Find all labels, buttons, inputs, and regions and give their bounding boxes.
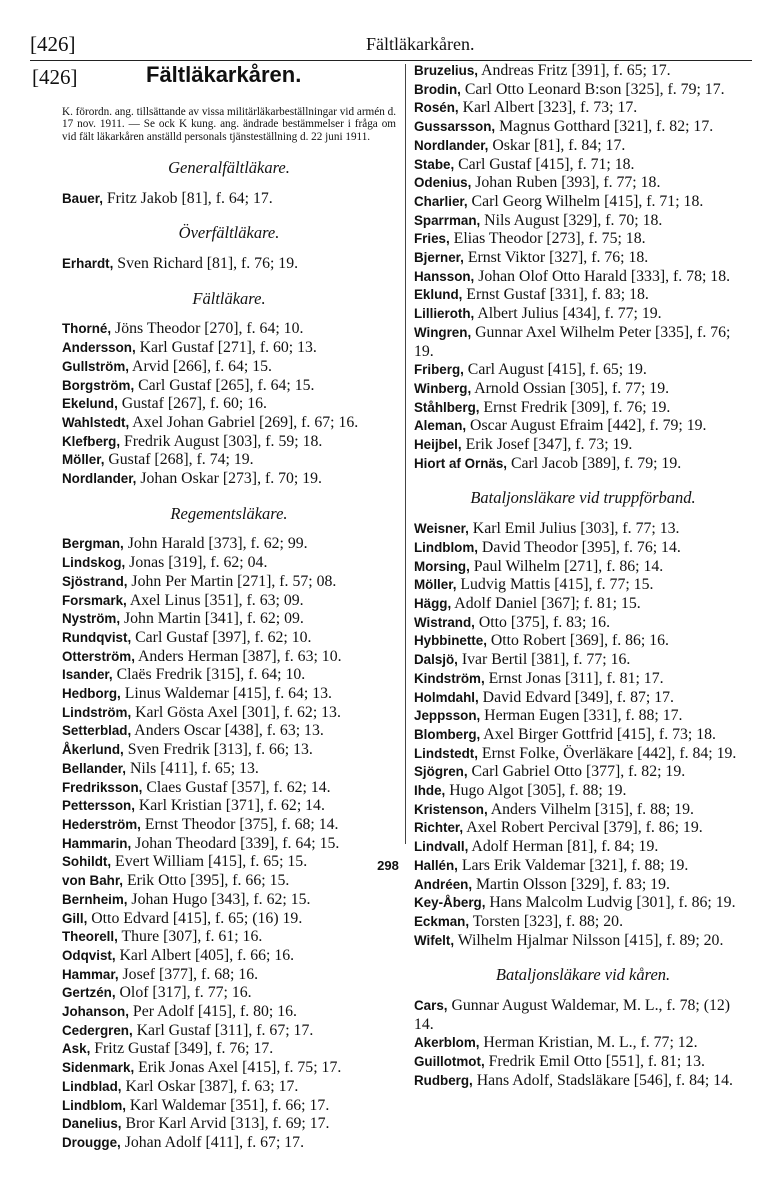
entry-details: Karl Albert [405], f. 66; 16. bbox=[115, 946, 295, 964]
entry-details: Ernst Jonas [311], f. 81; 17. bbox=[484, 669, 664, 687]
entry-surname: Stabe, bbox=[414, 156, 455, 172]
entry-surname: Lindström, bbox=[62, 704, 132, 720]
entry-surname: Morsing, bbox=[414, 558, 470, 574]
entry-details: Martin Olsson [329], f. 83; 19. bbox=[472, 875, 670, 893]
list-entry bbox=[414, 745, 752, 764]
entry-details: Torsten [323], f. 88; 20. bbox=[469, 912, 624, 930]
section-number: [426] bbox=[32, 65, 78, 89]
section-title: Fältläkarkåren. bbox=[146, 62, 302, 87]
entry-surname: Lindblom, bbox=[414, 539, 478, 555]
entry-details: Erik Josef [347], f. 73; 19. bbox=[461, 436, 633, 454]
list-entry bbox=[414, 576, 752, 595]
entry-details: Ludvig Mattis [415], f. 77; 15. bbox=[456, 576, 654, 594]
entry-surname: Nordlander, bbox=[62, 471, 137, 487]
entry-surname: Borgström, bbox=[62, 377, 135, 393]
entry-details: Ivar Bertil [381], f. 77; 16. bbox=[457, 651, 631, 669]
list-entry bbox=[414, 380, 752, 399]
entry-surname: Brodin, bbox=[414, 81, 461, 97]
list-entry bbox=[62, 190, 396, 209]
list-entry bbox=[62, 610, 396, 629]
entry-details: Adolf Daniel [367]; f. 81; 15. bbox=[451, 594, 641, 612]
list-entry bbox=[414, 268, 752, 287]
entry-details: Carl Gustaf [397], f. 62; 10. bbox=[131, 628, 312, 646]
entry-surname: Hansson, bbox=[414, 268, 475, 284]
entry-surname: Erhardt, bbox=[62, 256, 114, 271]
list-entry bbox=[414, 361, 752, 380]
entry-details: Johan Adolf [411], f. 67; 17. bbox=[120, 1133, 305, 1151]
list-entry bbox=[62, 797, 396, 816]
entry-details: Gunnar Axel Wilhelm Peter [335], f. 76; 19. bbox=[414, 323, 731, 360]
list-entry bbox=[414, 436, 752, 455]
right-column bbox=[414, 62, 752, 1091]
heading-generalfaltlakare: Generalfältläkare. bbox=[168, 157, 290, 177]
list-entry bbox=[414, 894, 752, 913]
list-entry bbox=[414, 838, 752, 857]
list-entry bbox=[62, 666, 396, 685]
list-entry bbox=[62, 535, 396, 554]
entry-surname: Odenius, bbox=[414, 175, 472, 191]
entry-surname: Gertzén, bbox=[62, 985, 116, 1001]
list-entry bbox=[62, 910, 396, 929]
entry-details: Jonas [319], f. 62; 04. bbox=[125, 554, 268, 572]
entry-surname: Key-Åberg, bbox=[414, 895, 486, 911]
entry-details: Sven Fredrik [313], f. 66; 13. bbox=[123, 741, 313, 759]
list-entry bbox=[414, 1072, 752, 1091]
entry-surname: Wifelt, bbox=[414, 932, 455, 948]
entry-surname: Otterström, bbox=[62, 648, 135, 664]
entry-surname: Hederström, bbox=[62, 816, 141, 832]
entry-surname: Lillieroth, bbox=[414, 306, 475, 322]
list-entry bbox=[414, 137, 752, 156]
entry-details: Carl Gustaf [415], f. 71; 18. bbox=[454, 155, 635, 173]
entry-details: Carl Jacob [389], f. 79; 19. bbox=[507, 454, 682, 472]
entry-surname: Hägg, bbox=[414, 595, 452, 611]
entry-surname: Sidenmark, bbox=[62, 1060, 135, 1076]
entry-details: Axel Birger Gottfrid [415], f. 73; 18. bbox=[480, 725, 716, 743]
entry-surname: Sohildt, bbox=[62, 854, 112, 870]
entry-details: Ernst Viktor [327], f. 76; 18. bbox=[463, 249, 649, 267]
entry-surname: Charlier, bbox=[414, 193, 468, 209]
entry-surname: Hiort af Ornäs, bbox=[414, 455, 508, 471]
list-faltlakare bbox=[62, 320, 396, 488]
list-entry bbox=[62, 358, 396, 377]
entry-details: Claës Fredrik [315], f. 64; 10. bbox=[112, 666, 306, 684]
entry-details: Olof [317], f. 77; 16. bbox=[115, 984, 252, 1002]
entry-details: Karl Oskar [387], f. 63; 17. bbox=[121, 1077, 299, 1095]
entry-details: Paul Wilhelm [271], f. 86; 14. bbox=[469, 557, 664, 575]
entry-surname: Nordlander, bbox=[414, 137, 489, 153]
list-entry bbox=[414, 997, 752, 1034]
entry-surname: Blomberg, bbox=[414, 726, 481, 742]
entry-surname: Nyström, bbox=[62, 611, 121, 627]
entry-details: Axel Johan Gabriel [269], f. 67; 16. bbox=[129, 413, 359, 431]
entry-details: Otto Edvard [415], f. 65; (16) 19. bbox=[87, 909, 303, 927]
list-entry bbox=[62, 741, 396, 760]
list-entry bbox=[414, 249, 752, 268]
list-continued bbox=[414, 62, 752, 473]
entry-details: Karl Gustaf [311], f. 67; 17. bbox=[132, 1021, 314, 1039]
entry-details: Elias Theodor [273], f. 75; 18. bbox=[449, 230, 646, 248]
entry-surname: Wistrand, bbox=[414, 614, 475, 630]
list-entry bbox=[414, 1053, 752, 1072]
list-entry bbox=[414, 763, 752, 782]
entry-surname: Bernheim, bbox=[62, 891, 128, 907]
entry-details: Johan Hugo [343], f. 62; 15. bbox=[127, 890, 311, 908]
entry-details: Johan Oskar [273], f. 70; 19. bbox=[136, 470, 323, 488]
list-entry bbox=[414, 801, 752, 820]
entry-surname: Bruzelius, bbox=[414, 63, 478, 78]
list-entry bbox=[414, 670, 752, 689]
list-entry bbox=[62, 377, 396, 396]
list-entry bbox=[62, 320, 396, 339]
entry-surname: Theorell, bbox=[62, 929, 118, 945]
entry-surname: Lindstedt, bbox=[414, 745, 478, 761]
list-entry bbox=[414, 632, 752, 651]
list-entry bbox=[414, 707, 752, 726]
list-entry bbox=[62, 872, 396, 891]
entry-details: Hans Adolf, Stadsläkare [546], f. 84; 14. bbox=[472, 1071, 733, 1089]
entry-surname: Kristenson, bbox=[414, 801, 488, 817]
list-entry bbox=[62, 1078, 396, 1097]
list-entry bbox=[62, 554, 396, 573]
entry-surname: Andréen, bbox=[414, 876, 473, 892]
entry-details: Otto Robert [369], f. 86; 16. bbox=[486, 632, 670, 650]
entry-details: Johan Theodard [339], f. 64; 15. bbox=[131, 834, 340, 852]
entry-surname: Ekelund, bbox=[62, 396, 118, 412]
entry-surname: Hallén, bbox=[414, 857, 458, 873]
entry-surname: Guillotmot, bbox=[414, 1054, 485, 1070]
entry-surname: Gussarsson, bbox=[414, 119, 496, 135]
entry-surname: Forsmark, bbox=[62, 592, 127, 608]
entry-surname: Friberg, bbox=[414, 362, 464, 378]
entry-surname: Gill, bbox=[62, 910, 88, 926]
list-entry bbox=[414, 193, 752, 212]
page-header bbox=[30, 32, 752, 60]
list-entry bbox=[414, 689, 752, 708]
entry-surname: Akerblom, bbox=[414, 1035, 480, 1051]
entry-surname: Fredriksson, bbox=[62, 779, 143, 795]
entry-surname: Aleman, bbox=[414, 418, 467, 434]
entry-surname: von Bahr, bbox=[62, 873, 124, 889]
entry-surname: Richter, bbox=[414, 820, 464, 836]
running-title: Fältläkarkåren. bbox=[366, 34, 475, 54]
entry-surname: Johanson, bbox=[62, 1004, 129, 1020]
entry-details: Lars Erik Valdemar [321], f. 88; 19. bbox=[457, 856, 689, 874]
list-entry bbox=[414, 876, 752, 895]
entry-surname: Klefberg, bbox=[62, 433, 121, 449]
entry-details: John Martin [341], f. 62; 09. bbox=[120, 610, 304, 628]
list-entry bbox=[414, 156, 752, 175]
list-bataljon-trupp bbox=[414, 520, 752, 950]
list-entry bbox=[414, 305, 752, 324]
list-entry bbox=[62, 1059, 396, 1078]
entry-details: Johan Olof Otto Harald [333], f. 78; 18. bbox=[474, 267, 731, 285]
list-regementslakare bbox=[62, 535, 396, 1152]
entry-surname: Heijbel, bbox=[414, 437, 462, 453]
entry-surname: Wingren, bbox=[414, 324, 472, 340]
list-entry bbox=[62, 1097, 396, 1116]
entry-details: Andreas Fritz [391], f. 65; 17. bbox=[478, 62, 671, 79]
entry-details: Gustaf [268], f. 74; 19. bbox=[104, 451, 254, 469]
list-entry bbox=[414, 539, 752, 558]
heading-bataljon-trupp: Bataljonsläkare vid truppförband. bbox=[470, 488, 696, 508]
list-entry bbox=[414, 651, 752, 670]
entry-details: Erik Jonas Axel [415], f. 75; 17. bbox=[134, 1059, 342, 1077]
entry-surname: Wahlstedt, bbox=[62, 414, 130, 430]
heading-faltlakare: Fältläkare. bbox=[192, 288, 266, 308]
list-entry bbox=[62, 255, 396, 274]
list-entry bbox=[62, 835, 396, 854]
entry-details: Herman Kristian, M. L., f. 77; 12. bbox=[479, 1034, 698, 1052]
entry-details: Arnold Ossian [305], f. 77; 19. bbox=[471, 379, 670, 397]
entry-surname: Holmdahl, bbox=[414, 689, 479, 705]
list-entry bbox=[62, 1003, 396, 1022]
entry-details: Karl Waldemar [351], f. 66; 17. bbox=[125, 1096, 330, 1114]
entry-surname: Hybbinette, bbox=[414, 633, 487, 649]
entry-details: Jöns Theodor [270], f. 64; 10. bbox=[111, 320, 304, 338]
entry-details: Claes Gustaf [357], f. 62; 14. bbox=[142, 778, 331, 796]
list-entry bbox=[62, 592, 396, 611]
entry-surname: Hammar, bbox=[62, 966, 119, 982]
entry-details: Nils [411], f. 65; 13. bbox=[126, 759, 259, 777]
entry-details: Carl Georg Wilhelm [415], f. 71; 18. bbox=[467, 192, 704, 210]
section-title-row bbox=[32, 62, 396, 102]
entry-details: Arvid [266], f. 64; 15. bbox=[128, 357, 273, 375]
entry-details: Karl Albert [323], f. 73; 17. bbox=[458, 99, 638, 117]
entry-surname: Rudberg, bbox=[414, 1072, 473, 1088]
entry-details: Ernst Gustaf [331], f. 83; 18. bbox=[462, 286, 649, 304]
entry-details: Ernst Theodor [375], f. 68; 14. bbox=[140, 815, 339, 833]
entry-surname: Lindskog, bbox=[62, 555, 126, 571]
entry-details: Erik Otto [395], f. 66; 15. bbox=[123, 872, 290, 890]
entry-surname: Eklund, bbox=[414, 287, 463, 303]
entry-surname: Isander, bbox=[62, 667, 113, 683]
list-entry bbox=[62, 928, 396, 947]
entry-details: Adolf Herman [81], f. 84; 19. bbox=[468, 838, 659, 856]
list-entry bbox=[414, 286, 752, 305]
entry-details: Axel Linus [351], f. 63; 09. bbox=[126, 591, 304, 609]
entry-details: Johan Ruben [393], f. 77; 18. bbox=[471, 174, 661, 192]
list-entry bbox=[414, 558, 752, 577]
entry-surname: Möller, bbox=[62, 452, 105, 468]
list-bataljon-karen bbox=[414, 997, 752, 1091]
entry-surname: Lindblad, bbox=[62, 1078, 122, 1094]
list-entry bbox=[62, 433, 396, 452]
entry-details: Oskar [81], f. 84; 17. bbox=[488, 136, 626, 154]
entry-details: Anders Vilhelm [315], f. 88; 19. bbox=[487, 800, 694, 818]
page-number: 298 bbox=[377, 858, 399, 873]
entry-surname: Lindvall, bbox=[414, 839, 469, 855]
entry-surname: Drougge, bbox=[62, 1134, 121, 1150]
list-entry bbox=[62, 722, 396, 741]
list-entry bbox=[414, 99, 752, 118]
entry-details: Hans Malcolm Ludvig [301], f. 86; 19. bbox=[485, 894, 736, 912]
list-entry bbox=[414, 913, 752, 932]
list-entry bbox=[414, 81, 752, 100]
entry-surname: Bauer, bbox=[62, 190, 103, 206]
entry-surname: Bergman, bbox=[62, 536, 124, 552]
entry-surname: Bellander, bbox=[62, 760, 127, 776]
entry-surname: Setterblad, bbox=[62, 723, 132, 739]
list-overfaltlakare bbox=[62, 255, 396, 274]
list-entry bbox=[414, 455, 752, 474]
entry-surname: Weisner, bbox=[414, 521, 469, 537]
entry-surname: Thorné, bbox=[62, 321, 112, 337]
entry-surname: Pettersson, bbox=[62, 798, 135, 814]
list-entry bbox=[62, 891, 396, 910]
entry-surname: Andersson, bbox=[62, 340, 136, 356]
list-entry bbox=[414, 932, 752, 951]
entry-surname: Dalsjö, bbox=[414, 652, 458, 668]
list-entry bbox=[62, 816, 396, 835]
entry-surname: Rosén, bbox=[414, 100, 459, 116]
entry-details: Sven Richard [81], f. 76; 19. bbox=[113, 255, 299, 272]
list-entry bbox=[62, 760, 396, 779]
entry-details: Per Adolf [415], f. 80; 16. bbox=[128, 1003, 298, 1021]
entry-details: Herman Eugen [331], f. 88; 17. bbox=[480, 707, 683, 725]
entry-details: Gustaf [267], f. 60; 16. bbox=[117, 395, 267, 413]
list-entry bbox=[414, 819, 752, 838]
list-entry bbox=[62, 648, 396, 667]
entry-surname: Cedergren, bbox=[62, 1022, 133, 1038]
entry-details: Oscar August Efraim [442], f. 79; 19. bbox=[466, 417, 707, 435]
entry-details: John Per Martin [271], f. 57; 08. bbox=[127, 572, 337, 590]
entry-details: Carl Gustaf [265], f. 64; 15. bbox=[134, 376, 315, 394]
list-entry bbox=[62, 1115, 396, 1134]
entry-details: Axel Robert Percival [379], f. 86; 19. bbox=[463, 819, 703, 837]
left-column bbox=[32, 62, 396, 1153]
entry-details: Wilhelm Hjalmar Nilsson [415], f. 89; 20. bbox=[454, 931, 724, 949]
entry-details: Carl August [415], f. 65; 19. bbox=[463, 361, 647, 379]
entry-surname: Odqvist, bbox=[62, 947, 116, 963]
entry-details: Nils August [329], f. 70; 18. bbox=[480, 211, 663, 229]
entry-surname: Hedborg, bbox=[62, 686, 121, 702]
heading-regementslakare: Regementsläkare. bbox=[170, 503, 288, 523]
list-entry bbox=[62, 947, 396, 966]
entry-details: Albert Julius [434], f. 77; 19. bbox=[474, 305, 662, 323]
entry-surname: Eckman, bbox=[414, 913, 470, 929]
entry-details: Karl Gösta Axel [301], f. 62; 13. bbox=[131, 703, 341, 721]
list-entry bbox=[62, 704, 396, 723]
entry-details: Fritz Jakob [81], f. 64; 17. bbox=[102, 189, 273, 207]
list-entry bbox=[414, 726, 752, 745]
list-entry bbox=[62, 984, 396, 1003]
entry-surname: Jeppsson, bbox=[414, 708, 481, 724]
list-entry bbox=[62, 1022, 396, 1041]
entry-surname: Danelius, bbox=[62, 1116, 122, 1132]
list-entry bbox=[62, 451, 396, 470]
list-entry bbox=[62, 966, 396, 985]
entry-surname: Ihde, bbox=[414, 783, 446, 799]
list-entry bbox=[414, 520, 752, 539]
list-entry bbox=[414, 324, 752, 361]
entry-details: David Theodor [395], f. 76; 14. bbox=[477, 538, 681, 556]
entry-surname: Sjöstrand, bbox=[62, 573, 128, 589]
entry-details: Magnus Gotthard [321], f. 82; 17. bbox=[495, 118, 714, 136]
entry-details: Carl Gabriel Otto [377], f. 82; 19. bbox=[467, 763, 686, 781]
list-generalfaltlakare bbox=[62, 190, 396, 209]
entry-surname: Kindström, bbox=[414, 670, 485, 686]
entry-details: John Harald [373], f. 62; 99. bbox=[123, 535, 308, 553]
entry-details: Karl Kristian [371], f. 62; 14. bbox=[134, 797, 325, 815]
entry-surname: Gullström, bbox=[62, 358, 129, 374]
heading-overfaltlakare: Överfältläkare. bbox=[178, 223, 280, 243]
entry-surname: Möller, bbox=[414, 577, 457, 593]
entry-details: Carl Otto Leonard B:son [325], f. 79; 17. bbox=[460, 80, 725, 98]
list-entry bbox=[62, 779, 396, 798]
entry-details: Karl Gustaf [271], f. 60; 13. bbox=[135, 339, 317, 357]
entry-surname: Sparrman, bbox=[414, 212, 481, 228]
entry-surname: Bjerner, bbox=[414, 250, 464, 266]
entry-surname: Cars, bbox=[414, 998, 448, 1014]
list-entry bbox=[62, 685, 396, 704]
list-entry bbox=[414, 118, 752, 137]
list-entry bbox=[414, 399, 752, 418]
entry-surname: Ask, bbox=[62, 1041, 91, 1057]
list-entry bbox=[414, 1034, 752, 1053]
entry-details: Fredrik Emil Otto [551], f. 81; 13. bbox=[484, 1053, 705, 1071]
entry-details: Gunnar August Waldemar, M. L., f. 78; (12) 14. bbox=[414, 997, 731, 1033]
entry-details: Hugo Algot [305], f. 88; 19. bbox=[445, 782, 627, 800]
list-entry bbox=[62, 573, 396, 592]
entry-surname: Fries, bbox=[414, 231, 450, 247]
list-entry bbox=[414, 782, 752, 801]
entry-details: Josef [377], f. 68; 16. bbox=[118, 965, 259, 983]
entry-surname: Hammarin, bbox=[62, 835, 132, 851]
list-entry bbox=[414, 174, 752, 193]
list-entry bbox=[62, 470, 396, 489]
list-entry bbox=[62, 1040, 396, 1059]
list-entry bbox=[414, 212, 752, 231]
entry-details: Karl Emil Julius [303], f. 77; 13. bbox=[468, 520, 680, 538]
list-entry bbox=[414, 417, 752, 436]
section-note: K. förordn. ang. tillsättande av vissa militärläkarbeställningar vid armén d. 17 nov. 1911. — Se ock K kung. ang. ändrade bestämmelser i fråga om vid fält läkarkåren anställd personals tjänsteställning d. 22 juni 1911. bbox=[62, 106, 396, 143]
entry-details: Fredrik August [303], f. 59; 18. bbox=[120, 432, 323, 450]
page-bracket-number: [426] bbox=[30, 32, 76, 56]
entry-details: Evert William [415], f. 65; 15. bbox=[111, 853, 308, 871]
list-entry bbox=[62, 414, 396, 433]
list-entry bbox=[62, 1134, 396, 1153]
entry-surname: Winberg, bbox=[414, 380, 472, 396]
list-entry bbox=[414, 614, 752, 633]
entry-details: Fritz Gustaf [349], f. 76; 17. bbox=[90, 1040, 274, 1058]
list-entry bbox=[414, 230, 752, 249]
entry-surname: Rundqvist, bbox=[62, 629, 132, 645]
entry-details: Ernst Fredrik [309], f. 76; 19. bbox=[479, 398, 671, 416]
entry-details: Ernst Folke, Överläkare [442], f. 84; 19. bbox=[477, 744, 737, 762]
column-divider bbox=[405, 64, 406, 844]
list-entry bbox=[62, 339, 396, 358]
header-rule bbox=[30, 60, 752, 61]
entry-details: David Edvard [349], f. 87; 17. bbox=[478, 688, 674, 706]
heading-bataljon-karen: Bataljonsläkare vid kåren. bbox=[495, 965, 671, 985]
list-entry bbox=[414, 62, 752, 81]
entry-details: Thure [307], f. 61; 16. bbox=[117, 928, 263, 946]
entry-details: Otto [375], f. 83; 16. bbox=[474, 613, 611, 631]
entry-surname: Lindblom, bbox=[62, 1097, 126, 1113]
entry-details: Anders Oscar [438], f. 63; 13. bbox=[131, 722, 324, 740]
list-entry bbox=[62, 629, 396, 648]
entry-surname: Sjögren, bbox=[414, 764, 468, 780]
entry-surname: Åkerlund, bbox=[62, 742, 124, 758]
entry-details: Bror Karl Arvid [313], f. 69; 17. bbox=[121, 1115, 330, 1133]
list-entry bbox=[414, 595, 752, 614]
list-entry bbox=[62, 395, 396, 414]
entry-details: Linus Waldemar [415], f. 64; 13. bbox=[120, 685, 332, 703]
entry-details: Anders Herman [387], f. 63; 10. bbox=[134, 647, 342, 665]
entry-surname: Ståhlberg, bbox=[414, 399, 480, 415]
